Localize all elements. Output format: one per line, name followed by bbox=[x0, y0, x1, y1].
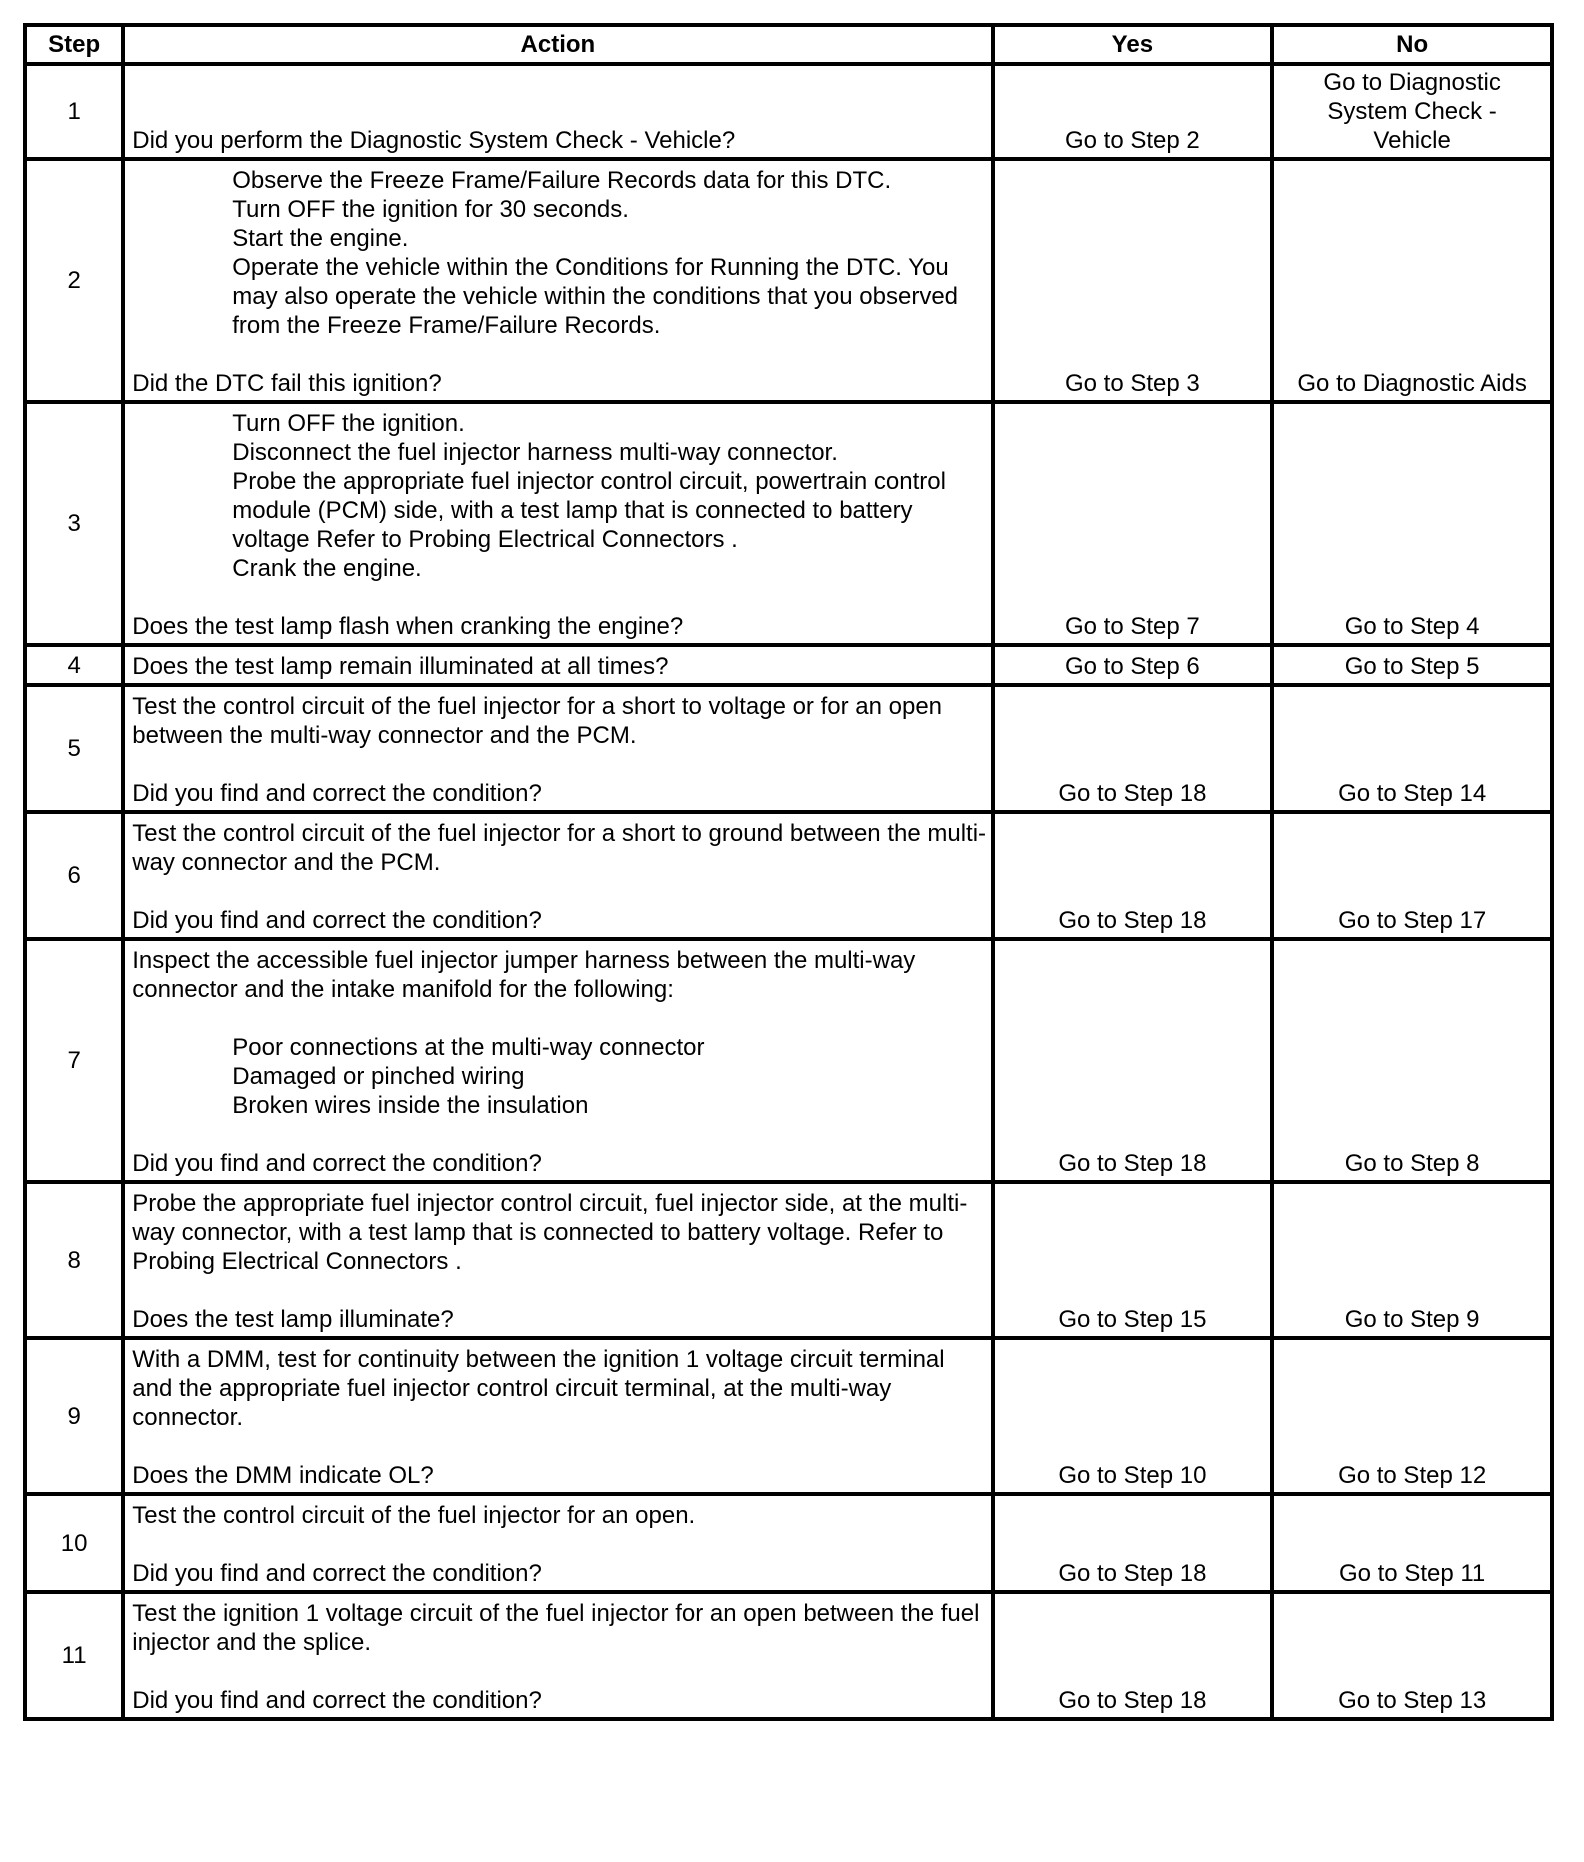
no-result-line: Go to Step 11 bbox=[1338, 1560, 1486, 1587]
no-result bbox=[1272, 1182, 1552, 1338]
step-number: 7 bbox=[25, 939, 123, 1182]
step-number: 1 bbox=[25, 64, 123, 159]
action-list-item: Crank the engine. bbox=[232, 555, 422, 582]
yes-result: Go to Step 18 bbox=[993, 812, 1273, 939]
action-list-item: Turn OFF the ignition for 30 seconds. bbox=[232, 196, 629, 223]
no-result-line: Go to Diagnostic bbox=[1323, 69, 1501, 96]
no-result bbox=[1272, 812, 1552, 939]
table-body bbox=[25, 64, 1552, 1719]
action-question: Did you find and correct the condition? bbox=[132, 907, 542, 934]
no-result-line: System Check - bbox=[1327, 98, 1497, 125]
action-list-item: Damaged or pinched wiring bbox=[232, 1063, 525, 1090]
action-list-item: Turn OFF the ignition. bbox=[232, 410, 465, 437]
action-question: Does the test lamp remain illuminated at all times? bbox=[132, 653, 669, 680]
action-cell bbox=[123, 645, 992, 685]
no-result-line: Go to Step 8 bbox=[1344, 1150, 1480, 1177]
yes-column-header: Yes bbox=[993, 25, 1273, 64]
spacer bbox=[132, 1530, 986, 1559]
action-instruction: Test the control circuit of the fuel injector for a short to ground between the multi-way connector and the PCM. bbox=[132, 820, 987, 876]
no-result-line: Go to Step 17 bbox=[1338, 907, 1487, 934]
yes-result: Go to Step 18 bbox=[993, 1494, 1273, 1592]
diagnostic-table bbox=[23, 23, 1554, 1721]
step-number: 10 bbox=[25, 1494, 123, 1592]
yes-result: Go to Step 7 bbox=[993, 402, 1273, 645]
action-instruction: Test the control circuit of the fuel injector for an open. bbox=[132, 1502, 696, 1529]
table-row bbox=[25, 645, 1552, 685]
spacer bbox=[132, 583, 986, 612]
no-result-line: Go to Step 4 bbox=[1344, 613, 1480, 640]
table-row bbox=[25, 685, 1552, 812]
table-row bbox=[25, 1592, 1552, 1719]
spacer bbox=[132, 1120, 986, 1149]
yes-result: Go to Step 18 bbox=[993, 1592, 1273, 1719]
no-result-line: Go to Diagnostic Aids bbox=[1297, 370, 1527, 397]
no-result bbox=[1272, 159, 1552, 402]
yes-result: Go to Step 6 bbox=[993, 645, 1273, 685]
table-row bbox=[25, 159, 1552, 402]
action-list-item: Poor connections at the multi-way connector bbox=[232, 1034, 705, 1061]
spacer bbox=[132, 1004, 986, 1033]
no-column-header: No bbox=[1272, 25, 1552, 64]
action-list-item: Operate the vehicle within the Conditions for Running the DTC. You may also operate the vehicle within the conditions that you observed from the Freeze Frame/Failure Records. bbox=[232, 254, 959, 339]
step-number: 2 bbox=[25, 159, 123, 402]
action-question: Did you perform the Diagnostic System Check - Vehicle? bbox=[132, 127, 736, 154]
step-column-header: Step bbox=[25, 25, 123, 64]
no-result bbox=[1272, 939, 1552, 1182]
action-question: Did you find and correct the condition? bbox=[132, 780, 542, 807]
spacer bbox=[132, 1657, 986, 1686]
no-result-line: Vehicle bbox=[1373, 127, 1451, 154]
no-result-line: Go to Step 12 bbox=[1338, 1462, 1487, 1489]
action-cell bbox=[123, 939, 992, 1182]
action-list-item: Broken wires inside the insulation bbox=[232, 1092, 589, 1119]
no-result bbox=[1272, 402, 1552, 645]
action-column-header: Action bbox=[123, 25, 992, 64]
step-number: 5 bbox=[25, 685, 123, 812]
action-question: Does the test lamp flash when cranking the engine? bbox=[132, 613, 684, 640]
action-instruction: Test the ignition 1 voltage circuit of the fuel injector for an open between the fuel injector and the splice. bbox=[132, 1600, 987, 1656]
no-result-line: Go to Step 13 bbox=[1338, 1687, 1487, 1714]
action-question: Did you find and correct the condition? bbox=[132, 1150, 542, 1177]
no-result bbox=[1272, 64, 1552, 159]
no-result bbox=[1272, 1494, 1552, 1592]
table-row bbox=[25, 1182, 1552, 1338]
table-row bbox=[25, 402, 1552, 645]
yes-result: Go to Step 10 bbox=[993, 1338, 1273, 1494]
table-row bbox=[25, 64, 1552, 159]
table-row bbox=[25, 1494, 1552, 1592]
action-cell bbox=[123, 64, 992, 159]
action-instruction: Test the control circuit of the fuel injector for a short to voltage or for an open between the multi-way connector and the PCM. bbox=[132, 693, 949, 749]
yes-result: Go to Step 3 bbox=[993, 159, 1273, 402]
action-list-item: Observe the Freeze Frame/Failure Records data for this DTC. bbox=[232, 167, 892, 194]
action-cell bbox=[123, 1494, 992, 1592]
action-cell bbox=[123, 1592, 992, 1719]
step-number: 9 bbox=[25, 1338, 123, 1494]
spacer bbox=[132, 750, 986, 779]
action-question: Did you find and correct the condition? bbox=[132, 1560, 542, 1587]
yes-result: Go to Step 2 bbox=[993, 64, 1273, 159]
table-row bbox=[25, 939, 1552, 1182]
action-instruction: With a DMM, test for continuity between the ignition 1 voltage circuit terminal and the appropriate fuel injector control circuit terminal, at the multi-way connector. bbox=[132, 1346, 952, 1431]
action-instruction: Probe the appropriate fuel injector control circuit, fuel injector side, at the multi-way connector, with a test lamp that is connected to battery voltage. Refer to Probing Electrical Connectors . bbox=[132, 1190, 968, 1275]
action-cell bbox=[123, 812, 992, 939]
step-number: 11 bbox=[25, 1592, 123, 1719]
no-result-line: Go to Step 14 bbox=[1338, 780, 1487, 807]
step-number: 4 bbox=[25, 645, 123, 685]
action-question: Does the DMM indicate OL? bbox=[132, 1462, 434, 1489]
action-question: Does the test lamp illuminate? bbox=[132, 1306, 454, 1333]
action-list-item: Probe the appropriate fuel injector control circuit, powertrain control module (PCM) side, with a test lamp that is connected to battery voltage Refer to Probing Electrical Connectors . bbox=[232, 468, 946, 553]
step-number: 8 bbox=[25, 1182, 123, 1338]
no-result bbox=[1272, 645, 1552, 685]
yes-result: Go to Step 15 bbox=[993, 1182, 1273, 1338]
action-instruction: Inspect the accessible fuel injector jumper harness between the multi-way connector and the intake manifold for the following: bbox=[132, 947, 922, 1003]
no-result bbox=[1272, 1592, 1552, 1719]
table-header-row bbox=[25, 25, 1552, 64]
no-result-line: Go to Step 9 bbox=[1344, 1306, 1480, 1333]
step-number: 3 bbox=[25, 402, 123, 645]
action-cell bbox=[123, 1338, 992, 1494]
action-cell bbox=[123, 685, 992, 812]
yes-result: Go to Step 18 bbox=[993, 939, 1273, 1182]
spacer bbox=[132, 877, 986, 906]
spacer bbox=[132, 1276, 986, 1305]
action-cell bbox=[123, 1182, 992, 1338]
no-result bbox=[1272, 685, 1552, 812]
table-row bbox=[25, 1338, 1552, 1494]
table-row bbox=[25, 812, 1552, 939]
spacer bbox=[132, 1432, 986, 1461]
step-number: 6 bbox=[25, 812, 123, 939]
no-result bbox=[1272, 1338, 1552, 1494]
action-question: Did the DTC fail this ignition? bbox=[132, 370, 442, 397]
action-cell bbox=[123, 159, 992, 402]
action-list-item: Start the engine. bbox=[232, 225, 409, 252]
spacer bbox=[132, 340, 986, 369]
no-result-line: Go to Step 5 bbox=[1344, 653, 1480, 680]
yes-result: Go to Step 18 bbox=[993, 685, 1273, 812]
action-question: Did you find and correct the condition? bbox=[132, 1687, 542, 1714]
action-cell bbox=[123, 402, 992, 645]
action-list-item: Disconnect the fuel injector harness multi-way connector. bbox=[232, 439, 838, 466]
